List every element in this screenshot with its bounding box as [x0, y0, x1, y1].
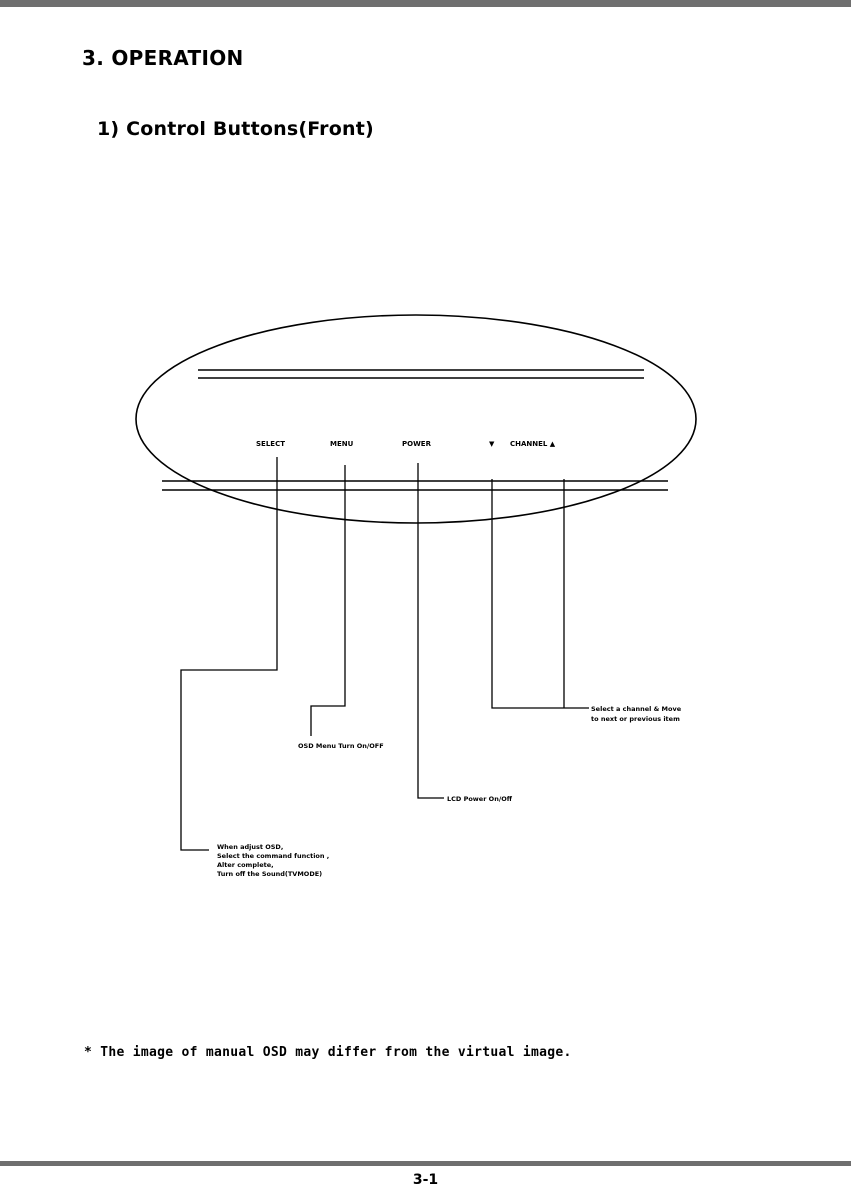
menu-button-label: MENU — [330, 440, 354, 448]
menu-leader-line — [311, 465, 345, 736]
select-callout-line-2: Select the command function , — [217, 852, 330, 860]
menu-callout: OSD Menu Turn On/OFF — [298, 742, 384, 750]
channel-callout-line-1: Select a channel & Move — [591, 705, 682, 713]
channel-callout-line-2: to next or previous item — [591, 715, 680, 723]
power-button-label: POWER — [402, 440, 431, 448]
footnote: * The image of manual OSD may differ from the virtual image. — [84, 1045, 572, 1060]
channel-down-icon: ▼ — [489, 440, 495, 448]
front-panel-outline — [136, 315, 696, 523]
select-callout-line-4: Turn off the Sound(TVMODE) — [217, 870, 323, 878]
bottom-border-bar — [0, 1161, 851, 1166]
subsection-title: 1) Control Buttons(Front) — [97, 118, 374, 140]
channel-button-label: CHANNEL ▲ — [510, 440, 556, 448]
channel-down-leader-line — [492, 479, 589, 708]
power-leader-line — [418, 463, 444, 798]
section-title: 3. OPERATION — [82, 46, 244, 70]
page-number: 3-1 — [412, 1172, 439, 1188]
select-button-label: SELECT — [256, 440, 285, 448]
select-callout-line-3: Alter complete, — [217, 861, 274, 869]
power-callout: LCD Power On/Off — [447, 795, 512, 803]
select-leader-line — [181, 457, 277, 850]
select-callout-line-1: When adjust OSD, — [217, 843, 284, 851]
